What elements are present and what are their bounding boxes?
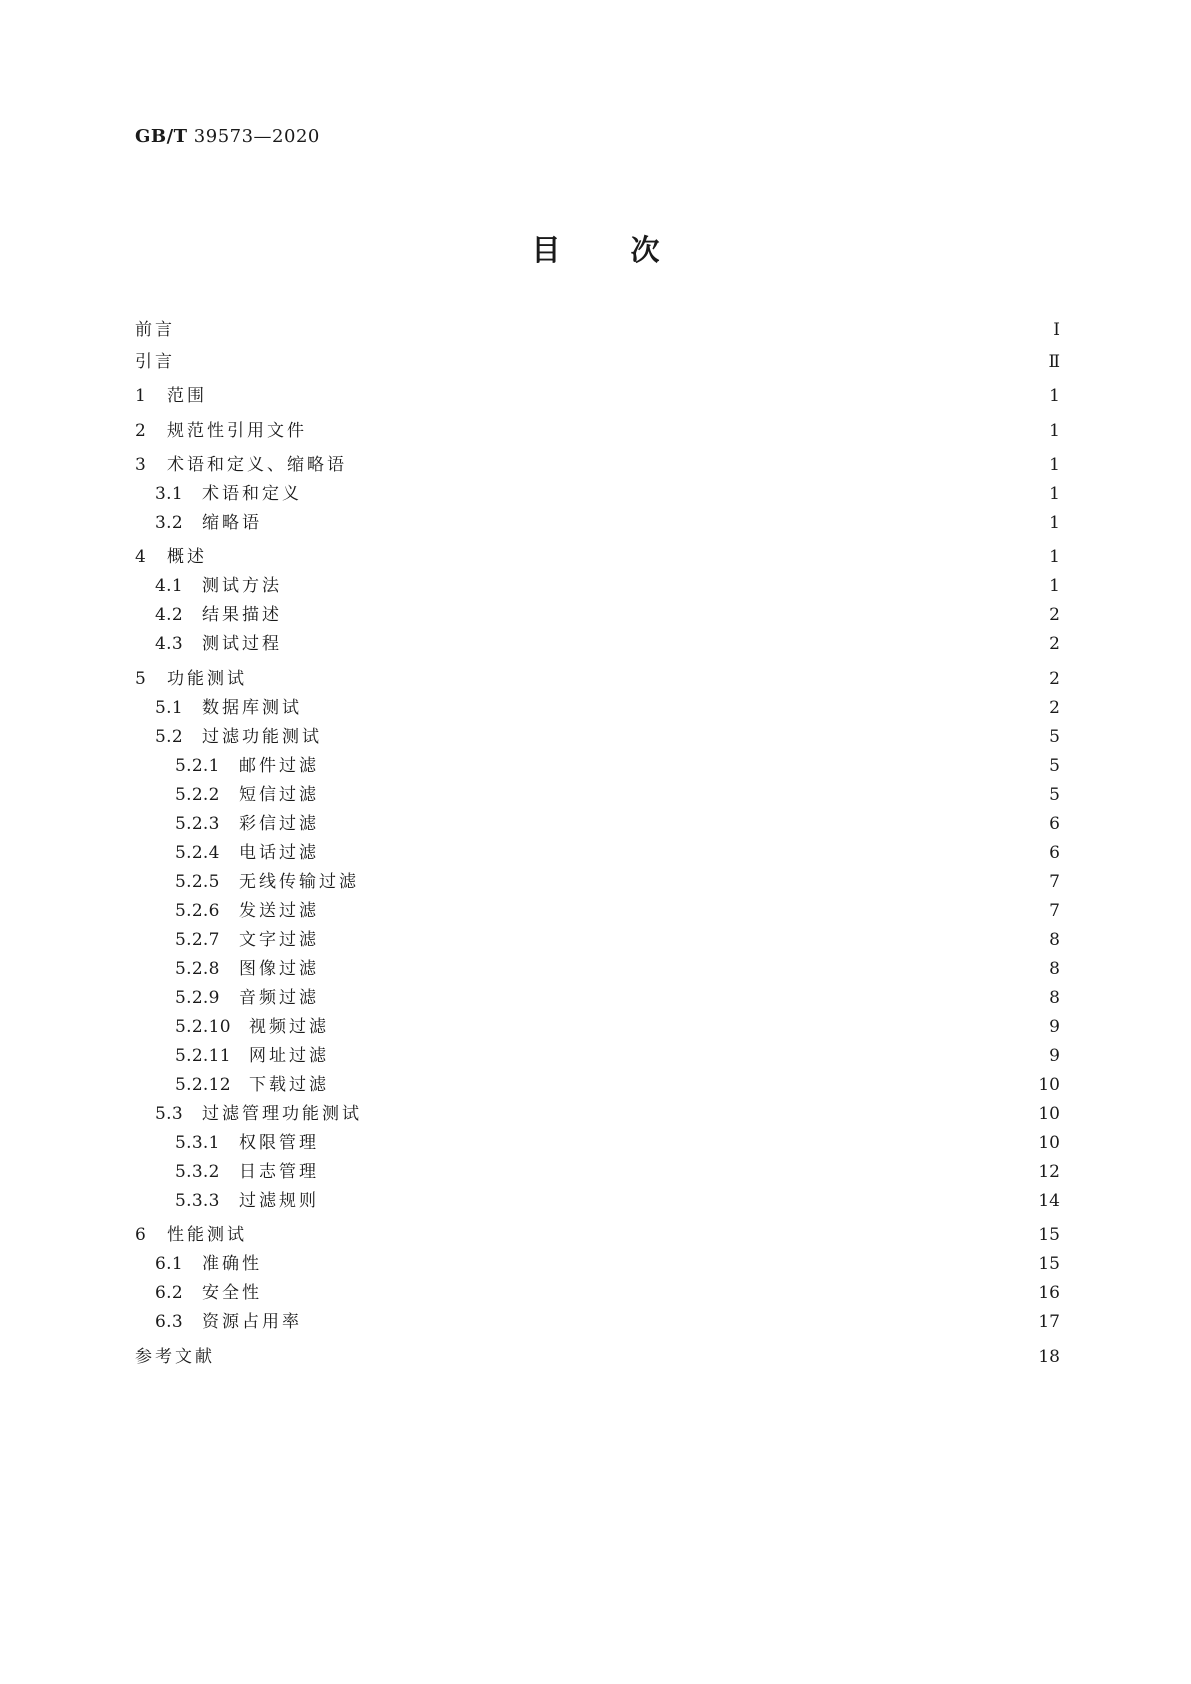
toc-number: 4.3 <box>155 634 183 654</box>
toc-entry-5-2-8[interactable] <box>135 957 1060 981</box>
toc-page: 1 <box>1049 513 1060 533</box>
toc-entry-5-3[interactable] <box>135 1102 1060 1126</box>
toc-label: 过滤规则 <box>239 1191 319 1211</box>
toc-label: 结果描述 <box>202 605 282 625</box>
leader-dots <box>339 1015 1041 1039</box>
leader-dots <box>292 603 1041 627</box>
toc-page: 2 <box>1049 698 1060 718</box>
leader-dots <box>292 632 1041 656</box>
toc-label: 资源占用率 <box>202 1312 302 1332</box>
toc-number: 5.3.3 <box>175 1191 220 1211</box>
toc-number: 5.2.6 <box>175 901 220 921</box>
toc-page: 10 <box>1038 1075 1060 1095</box>
leader-dots <box>304 1310 1030 1334</box>
toc-entry-5-2-12[interactable] <box>135 1073 1060 1097</box>
leader-dots <box>329 986 1041 1010</box>
toc-label: 引言 <box>135 352 175 372</box>
toc-page: 6 <box>1049 843 1060 863</box>
toc-number: 4.1 <box>155 576 183 596</box>
toc-label: 安全性 <box>202 1283 262 1303</box>
toc-entry-6-1[interactable] <box>135 1252 1060 1276</box>
toc-page: 16 <box>1038 1283 1060 1303</box>
toc-label: 无线传输过滤 <box>239 872 359 892</box>
toc-page: 8 <box>1049 959 1060 979</box>
toc-entry-5-3-2[interactable] <box>135 1160 1060 1184</box>
leader-dots <box>272 511 1041 535</box>
toc-page: Ⅱ <box>1048 352 1060 372</box>
toc-entry-5-2-5[interactable] <box>135 870 1060 894</box>
toc-page: 12 <box>1038 1162 1060 1182</box>
standard-code <box>135 126 320 147</box>
leader-dots <box>369 870 1041 894</box>
leader-dots <box>312 482 1041 506</box>
toc-number: 3 <box>135 455 147 475</box>
toc-page: 15 <box>1038 1254 1060 1274</box>
toc-number: 5.2.10 <box>175 1017 231 1037</box>
leader-dots <box>312 696 1041 720</box>
toc-number: 3.1 <box>155 484 183 504</box>
leader-dots <box>329 899 1041 923</box>
toc-entry-5-2-7[interactable] <box>135 928 1060 952</box>
toc-entry-bibliography[interactable] <box>135 1345 1060 1369</box>
leader-dots <box>364 1102 1030 1126</box>
toc-page: 5 <box>1049 785 1060 805</box>
toc-number: 4.2 <box>155 605 183 625</box>
toc-page: 8 <box>1049 988 1060 1008</box>
toc-page: 14 <box>1038 1191 1060 1211</box>
leader-dots <box>329 1131 1030 1155</box>
toc-label: 缩略语 <box>202 513 262 533</box>
leader-dots <box>349 453 1041 477</box>
toc-entry-5-2-9[interactable] <box>135 986 1060 1010</box>
leader-dots <box>332 725 1041 749</box>
toc-label: 性能测试 <box>167 1225 247 1245</box>
toc-number: 5.2.2 <box>175 785 220 805</box>
toc-entry-foreword[interactable] <box>135 318 1060 342</box>
toc-page: 1 <box>1049 386 1060 406</box>
toc-page: Ⅰ <box>1053 320 1060 340</box>
toc-label: 电话过滤 <box>239 843 319 863</box>
toc-page: 1 <box>1049 484 1060 504</box>
toc-entry-5-3-3[interactable] <box>135 1189 1060 1213</box>
toc-label: 视频过滤 <box>249 1017 329 1037</box>
toc-page: 7 <box>1049 901 1060 921</box>
toc-entry-5-2-4[interactable] <box>135 841 1060 865</box>
toc-entry-4-3[interactable] <box>135 632 1060 656</box>
leader-dots <box>249 1223 1030 1247</box>
standard-prefix: GB/T <box>135 126 188 147</box>
leader-dots <box>317 419 1041 443</box>
toc-number: 5.3.2 <box>175 1162 220 1182</box>
toc-entry-3-1[interactable] <box>135 482 1060 506</box>
leader-dots <box>339 1073 1030 1097</box>
toc-number: 5.2.8 <box>175 959 220 979</box>
toc-label: 网址过滤 <box>249 1046 329 1066</box>
toc-label: 参考文献 <box>135 1347 215 1367</box>
toc-page: 1 <box>1049 455 1060 475</box>
title-char-2: 次 <box>630 233 660 267</box>
toc-label: 测试过程 <box>202 634 282 654</box>
toc-label: 准确性 <box>202 1254 262 1274</box>
toc-number: 1 <box>135 386 147 406</box>
toc-page: 2 <box>1049 669 1060 689</box>
toc-page: 10 <box>1038 1133 1060 1153</box>
toc-number: 5.2.12 <box>175 1075 231 1095</box>
toc-label: 短信过滤 <box>239 785 319 805</box>
toc-label: 范围 <box>167 386 207 406</box>
toc-label: 日志管理 <box>239 1162 319 1182</box>
leader-dots <box>329 754 1041 778</box>
toc-number: 2 <box>135 421 147 441</box>
toc-number: 5.2 <box>155 727 183 747</box>
toc-page: 17 <box>1038 1312 1060 1332</box>
toc-label: 功能测试 <box>167 669 247 689</box>
toc-label: 概述 <box>167 547 207 567</box>
toc-entry-3[interactable] <box>135 453 1060 477</box>
toc-label: 图像过滤 <box>239 959 319 979</box>
toc-label: 前言 <box>135 320 175 340</box>
toc-label: 术语和定义、缩略语 <box>167 455 347 475</box>
toc-page: 6 <box>1049 814 1060 834</box>
leader-dots <box>339 1044 1041 1068</box>
toc-entry-5-2-3[interactable] <box>135 812 1060 836</box>
toc-entry-introduction[interactable] <box>135 350 1060 374</box>
toc-page: 5 <box>1049 756 1060 776</box>
toc-page: 9 <box>1049 1046 1060 1066</box>
toc-entry-1[interactable] <box>135 384 1060 408</box>
toc-entry-3-2[interactable] <box>135 511 1060 535</box>
toc-entry-5-2-2[interactable] <box>135 783 1060 807</box>
toc-entry-5-2-6[interactable] <box>135 899 1060 923</box>
toc-entry-5[interactable] <box>135 667 1060 691</box>
toc-page: 10 <box>1038 1104 1060 1124</box>
toc-page: 1 <box>1049 576 1060 596</box>
toc-label: 测试方法 <box>202 576 282 596</box>
standard-number: 39573—2020 <box>193 126 320 147</box>
toc-number: 5.2.11 <box>175 1046 231 1066</box>
toc-number: 5.2.7 <box>175 930 220 950</box>
toc-entry-4-1[interactable] <box>135 574 1060 598</box>
toc-entry-5-2-11[interactable] <box>135 1044 1060 1068</box>
toc-page: 1 <box>1049 547 1060 567</box>
toc-page: 1 <box>1049 421 1060 441</box>
toc-label: 彩信过滤 <box>239 814 319 834</box>
toc-number: 5.3 <box>155 1104 183 1124</box>
leader-dots <box>329 928 1041 952</box>
toc-entry-5-1[interactable] <box>135 696 1060 720</box>
toc-entry-4[interactable] <box>135 545 1060 569</box>
toc-entry-6-2[interactable] <box>135 1281 1060 1305</box>
toc-page: 7 <box>1049 872 1060 892</box>
leader-dots <box>185 350 1040 374</box>
toc-page: 9 <box>1049 1017 1060 1037</box>
toc-number: 5.2.9 <box>175 988 220 1008</box>
toc-number: 3.2 <box>155 513 183 533</box>
toc-entry-6-3[interactable] <box>135 1310 1060 1334</box>
toc-label: 下载过滤 <box>249 1075 329 1095</box>
leader-dots <box>217 384 1041 408</box>
toc-page: 8 <box>1049 930 1060 950</box>
title-char-1: 目 <box>531 233 561 267</box>
toc-label: 数据库测试 <box>202 698 302 718</box>
leader-dots <box>329 812 1041 836</box>
toc-entry-5-2-1[interactable] <box>135 754 1060 778</box>
leader-dots <box>329 841 1041 865</box>
leader-dots <box>329 1160 1030 1184</box>
toc-number: 5.1 <box>155 698 183 718</box>
toc-number: 5.3.1 <box>175 1133 220 1153</box>
toc-number: 5.2.3 <box>175 814 220 834</box>
toc-entry-2[interactable] <box>135 419 1060 443</box>
leader-dots <box>217 545 1041 569</box>
leader-dots <box>225 1345 1030 1369</box>
toc-number: 5.2.1 <box>175 756 220 776</box>
toc-label: 过滤管理功能测试 <box>202 1104 362 1124</box>
toc-page: 15 <box>1038 1225 1060 1245</box>
leader-dots <box>264 1252 1030 1276</box>
toc-entry-4-2[interactable] <box>135 603 1060 627</box>
toc-page: 2 <box>1049 605 1060 625</box>
toc-label: 术语和定义 <box>202 484 302 504</box>
toc-number: 5 <box>135 669 147 689</box>
toc-page: 2 <box>1049 634 1060 654</box>
toc-number: 6 <box>135 1225 147 1245</box>
leader-dots <box>292 574 1041 598</box>
toc-entry-5-3-1[interactable] <box>135 1131 1060 1155</box>
leader-dots <box>257 667 1041 691</box>
leader-dots <box>264 1281 1030 1305</box>
leader-dots <box>329 783 1041 807</box>
toc-number: 6.3 <box>155 1312 183 1332</box>
toc-number: 4 <box>135 547 147 567</box>
toc-page: 5 <box>1049 727 1060 747</box>
toc-label: 权限管理 <box>239 1133 319 1153</box>
toc-number: 5.2.4 <box>175 843 220 863</box>
toc-label: 规范性引用文件 <box>167 421 307 441</box>
toc-label: 邮件过滤 <box>239 756 319 776</box>
toc-label: 音频过滤 <box>239 988 319 1008</box>
leader-dots <box>185 318 1042 342</box>
leader-dots <box>329 957 1041 981</box>
toc-entry-5-2-10[interactable] <box>135 1015 1060 1039</box>
toc-label: 发送过滤 <box>239 901 319 921</box>
toc-entry-5-2[interactable] <box>135 725 1060 749</box>
toc-number: 5.2.5 <box>175 872 220 892</box>
toc-number: 6.1 <box>155 1254 183 1274</box>
leader-dots <box>329 1189 1030 1213</box>
toc-entry-6[interactable] <box>135 1223 1060 1247</box>
toc-label: 过滤功能测试 <box>202 727 322 747</box>
page-title <box>0 228 1191 269</box>
toc-page: 18 <box>1038 1347 1060 1367</box>
toc-label: 文字过滤 <box>239 930 319 950</box>
toc-number: 6.2 <box>155 1283 183 1303</box>
